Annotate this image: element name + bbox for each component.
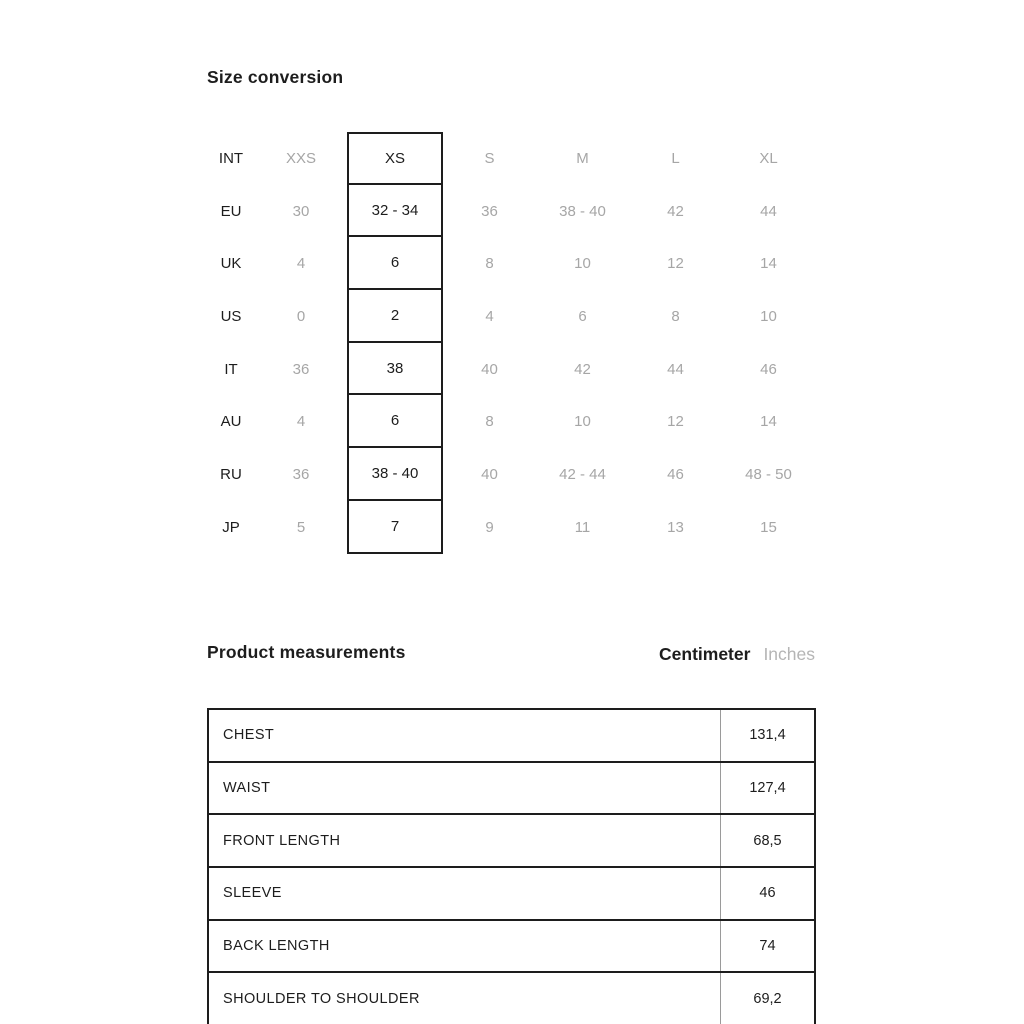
size-cell: 6 <box>578 307 587 325</box>
size-cell: 42 <box>667 202 684 220</box>
size-cell: M <box>576 149 589 167</box>
size-cell: 10 <box>760 307 777 325</box>
size-cell: 5 <box>296 518 306 536</box>
measurement-label: BACK LENGTH <box>209 921 721 972</box>
size-cell-selected: 7 <box>347 501 443 554</box>
size-cell-selected: 38 - 40 <box>347 448 443 501</box>
size-cell: 14 <box>760 255 777 273</box>
size-cell: 8 <box>485 413 494 431</box>
size-cell: 42 - 44 <box>559 465 606 483</box>
measurement-value: 127,4 <box>749 780 786 797</box>
size-cell: L <box>671 149 680 167</box>
measurement-label: CHEST <box>209 710 721 761</box>
size-cell-selected: 32 - 34 <box>347 185 443 238</box>
size-row-label: EU <box>220 202 242 220</box>
size-cell: 8 <box>671 307 680 325</box>
size-cell: 15 <box>760 518 777 536</box>
size-cell: 12 <box>667 255 684 273</box>
size-row-label: JP <box>222 518 240 536</box>
size-cell: 4 <box>296 413 306 431</box>
size-cell: 12 <box>667 413 684 431</box>
size-cell: 4 <box>296 255 306 273</box>
measurement-row <box>209 973 814 1024</box>
size-cell: 38 - 40 <box>559 202 606 220</box>
size-cell: 10 <box>574 413 591 431</box>
measurement-label: SHOULDER TO SHOULDER <box>209 973 721 1024</box>
size-cell: 4 <box>485 307 494 325</box>
unit-option-centimeter[interactable]: Centimeter <box>659 644 751 664</box>
size-cell: 40 <box>481 465 498 483</box>
size-cell: 14 <box>760 413 777 431</box>
size-cell: 36 <box>292 465 310 483</box>
size-cell: 10 <box>574 255 591 273</box>
size-cell: 44 <box>667 360 684 378</box>
size-cell: 48 - 50 <box>745 465 792 483</box>
measurement-row <box>209 868 814 921</box>
size-cell-selected: 2 <box>347 290 443 343</box>
size-conversion-title: Size conversion <box>207 67 344 87</box>
size-cell-selected: 6 <box>347 395 443 448</box>
measurement-value: 69,2 <box>753 990 782 1007</box>
unit-option-inches[interactable]: Inches <box>763 644 815 664</box>
measurement-value: 74 <box>759 938 776 955</box>
unit-toggle <box>659 644 815 665</box>
size-row-label: INT <box>218 149 244 167</box>
size-cell: XL <box>759 149 778 167</box>
measurement-row <box>209 710 814 763</box>
measurement-label: WAIST <box>209 763 721 814</box>
size-cell: 36 <box>481 202 498 220</box>
measurement-row <box>209 921 814 974</box>
size-cell: 46 <box>667 465 684 483</box>
size-cell: 8 <box>485 255 494 273</box>
size-cell: 11 <box>574 518 591 536</box>
measurements-table <box>207 708 816 1024</box>
size-cell: XXS <box>285 149 316 167</box>
size-row-label: AU <box>220 413 242 431</box>
size-cell: 30 <box>292 202 310 220</box>
measurement-row <box>209 815 814 868</box>
product-measurements-title: Product measurements <box>207 642 406 662</box>
size-cell: 42 <box>574 360 591 378</box>
measurement-label: FRONT LENGTH <box>209 815 721 866</box>
measurement-label: SLEEVE <box>209 868 721 919</box>
size-cell: S <box>484 149 495 167</box>
measurement-value: 131,4 <box>749 727 786 744</box>
measurement-value: 68,5 <box>753 832 782 849</box>
size-cell-selected: 6 <box>347 237 443 290</box>
size-cell: 13 <box>667 518 684 536</box>
size-cell: 9 <box>485 518 494 536</box>
measurement-value: 46 <box>759 885 776 902</box>
size-row-label: US <box>220 307 242 325</box>
size-cell: 46 <box>760 360 777 378</box>
size-row-label: IT <box>224 360 238 378</box>
size-conversion-table <box>207 132 815 554</box>
size-cell: 0 <box>296 307 306 325</box>
size-cell: 44 <box>760 202 777 220</box>
size-cell: 36 <box>292 360 310 378</box>
size-row-label: UK <box>220 255 242 273</box>
size-cell-selected: XS <box>347 132 443 185</box>
size-cell-selected: 38 <box>347 343 443 396</box>
measurement-row <box>209 763 814 816</box>
size-cell: 40 <box>481 360 498 378</box>
size-row-label: RU <box>220 465 242 483</box>
